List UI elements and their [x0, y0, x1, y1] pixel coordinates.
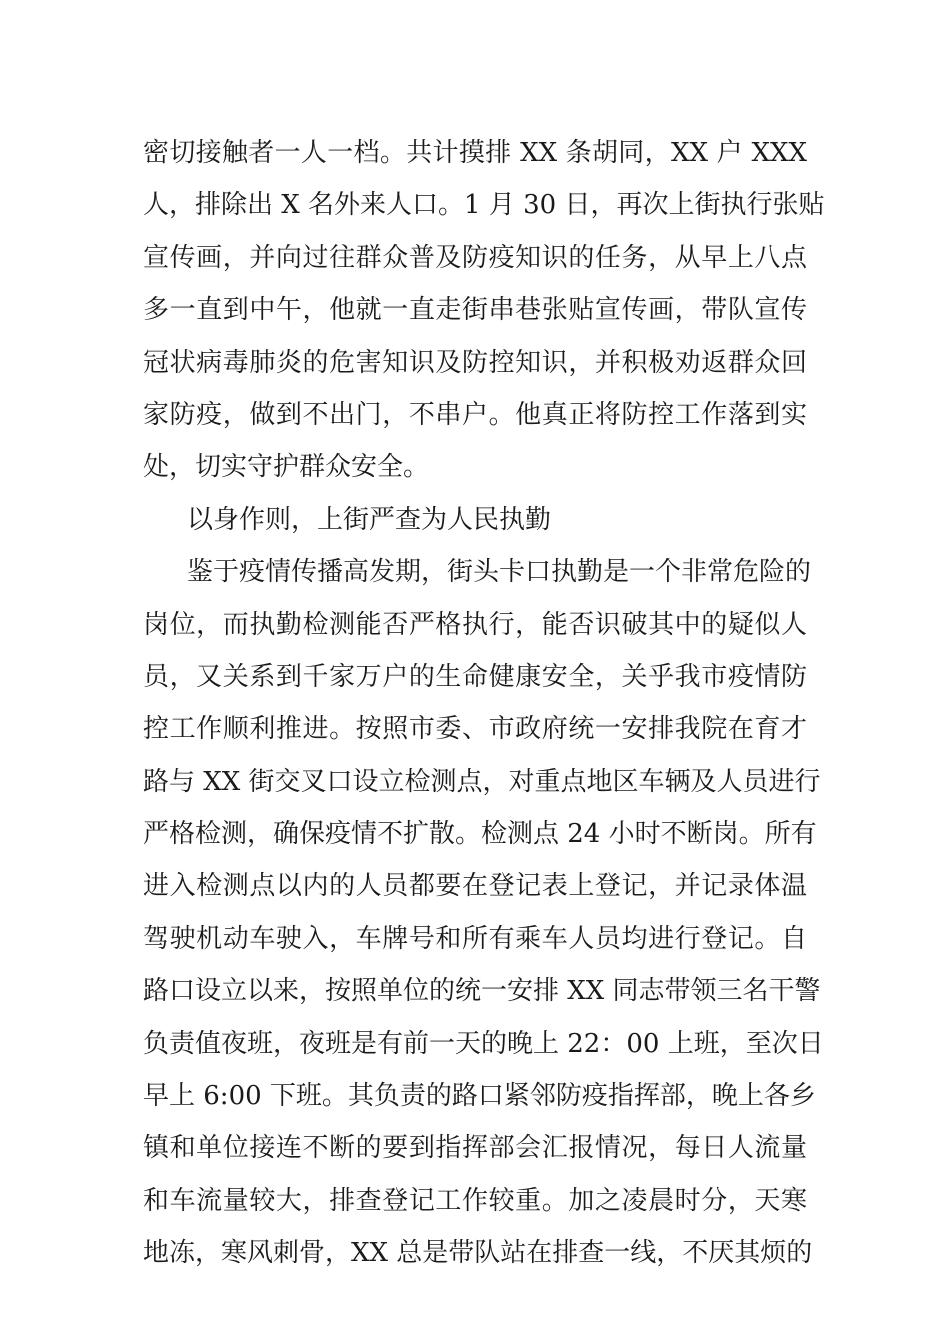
text-line: 路与 XX 街交叉口设立检测点，对重点地区车辆及人员进行 [143, 766, 821, 797]
text-line: 和车流量较大，排查登记工作较重。加之凌晨时分，天寒 [143, 1185, 807, 1216]
text-line: 员，又关系到千家万户的生命健康安全，关乎我市疫情防 [143, 661, 807, 692]
text-line: 宣传画，并向过往群众普及防疫知识的任务，从早上八点 [143, 242, 807, 273]
text-line: 严格检测，确保疫情不扩散。检测点 24 小时不断岗。所有 [143, 819, 817, 850]
text-line: 镇和单位接连不断的要到指挥部会汇报情况，每日人流量 [143, 1133, 807, 1164]
text-line: 人，排除出 X 名外来人口。1 月 30 日，再次上街执行张贴 [143, 190, 825, 221]
text-line: 驾驶机动车驶入，车牌号和所有乘车人员均进行登记。自 [143, 923, 807, 954]
text-line: 岗位，而执勤检测能否严格执行，能否识破其中的疑似人 [143, 609, 807, 640]
text-line: 地冻，寒风刺骨，XX 总是带队站在排查一线，不厌其烦的 [143, 1238, 813, 1269]
body-text [143, 127, 825, 1280]
text-line: 负责值夜班，夜班是有前一天的晚上 22：00 上班，至次日 [143, 1028, 824, 1059]
text-line: 家防疫，做到不出门，不串户。他真正将防控工作落到实 [143, 399, 807, 430]
text-line: 控工作顺利推进。按照市委、市政府统一安排我院在育才 [143, 714, 807, 745]
text-line: 进入检测点以内的人员都要在登记表上登记，并记录体温 [143, 871, 807, 902]
text-line: 多一直到中午，他就一直走街串巷张贴宣传画，带队宣传 [143, 295, 807, 326]
text-line: 处，切实守护群众安全。 [143, 452, 430, 483]
section-heading: 以身作则，上街严查为人民执勤 [187, 504, 552, 535]
text-line: 路口设立以来，按照单位的统一安排 XX 同志带领三名干警 [143, 976, 821, 1007]
text-line: 冠状病毒肺炎的危害知识及防控知识，并积极劝返群众回 [143, 347, 807, 378]
text-line: 早上 6:00 下班。其负责的路口紧邻防疫指挥部，晚上各乡 [143, 1081, 816, 1112]
text-line: 鉴于疫情传播高发期，街头卡口执勤是一个非常危险的 [187, 557, 812, 588]
text-line: 密切接触者一人一档。共计摸排 XX 条胡同，XX 户 XXX [143, 138, 807, 168]
